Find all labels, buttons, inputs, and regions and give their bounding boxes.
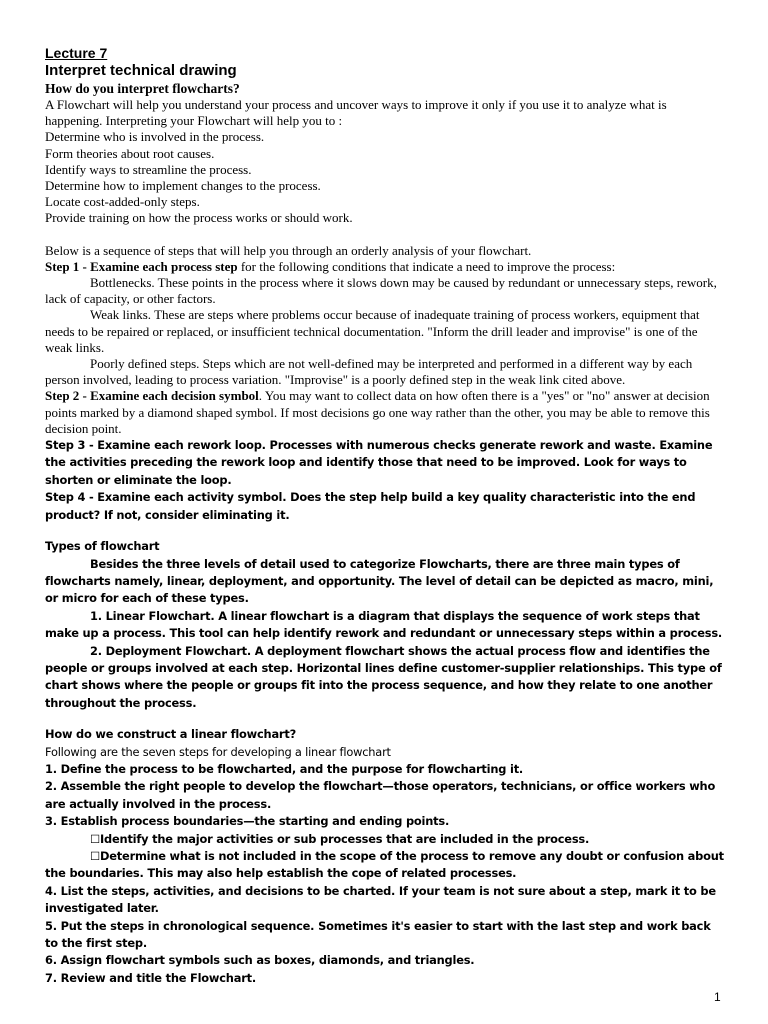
page-number: 1 bbox=[714, 990, 721, 1004]
poorly-defined-paragraph: Poorly defined steps. Steps which are not well-defined may be interpreted and performed in a different way by each person involved, leading to process variation. "Improvise" is a poorly defined step in the weak link cited above. bbox=[45, 356, 693, 388]
list-item: 1. Define the process to be flowcharted, and the purpose for flowcharting it. bbox=[45, 761, 524, 776]
step-2-label: Step 2 - Examine each decision symbol bbox=[45, 388, 259, 404]
types-paragraph: Besides the three levels of detail used to categorize Flowcharts, there are three main types of flowcharts namely, linear, deployment, and opportunity. The level of detail can be depicted as macro, mini, or micro for each of these types. bbox=[45, 556, 714, 606]
list-item: ☐Determine what is not included in the scope of the process to remove any doubt or confusion about the boundaries. This may also help establish the cope of related processes. bbox=[45, 849, 724, 881]
list-item: Determine how to implement changes to the process. bbox=[45, 178, 321, 194]
deployment-flowchart-paragraph: 2. Deployment Flowchart. A deployment flowchart shows the actual process flow and identifies the people or groups involved at each step. Horizontal lines define customer-supplier relationships. This type of chart shows where the people or groups fit into the process sequence, and how they relate to one another throughout the process. bbox=[45, 643, 722, 710]
step-3-label: Step 3 - Examine each rework loop. bbox=[45, 438, 266, 453]
question-heading: How do you interpret flowcharts? bbox=[45, 81, 240, 96]
weak-links-paragraph: Weak links. These are steps where problems occur because of inadequate training of process workers, equipment that needs to be repaired or replaced, or insufficient technical documentation. "Inform the drill leader and improvise" is one of the weak links. bbox=[45, 307, 700, 355]
lecture-title: Lecture 7 bbox=[45, 45, 108, 61]
analysis-section bbox=[45, 243, 725, 437]
list-item: 5. Put the steps in chronological sequence. Sometimes it's easier to start with the last step and work back to the first step. bbox=[45, 918, 711, 951]
step-1-label: Step 1 - Examine each process step bbox=[45, 258, 238, 274]
checkbox-icon: ☐ bbox=[90, 849, 101, 863]
step-1: Step 1 - Examine each process step for the following conditions that indicate a need to improve the process: bbox=[45, 258, 616, 274]
list-item: Provide training on how the process works or should work. bbox=[45, 210, 353, 226]
list-item: 4. List the steps, activities, and decisions to be charted. If your team is not sure about a step, mark it to be investigated later. bbox=[45, 883, 716, 916]
checkbox-icon: ☐ bbox=[90, 831, 101, 846]
list-item: Form theories about root causes. bbox=[45, 145, 215, 161]
step-2: Step 2 - Examine each decision symbol. You may want to collect data on how often there is a "yes" or "no" answer at decision points marked by a diamond shaped symbol. If most decisions go one way rather than the other, you may be able to remove this decision point. bbox=[45, 388, 710, 436]
list-item: Locate cost-added-only steps. bbox=[45, 194, 200, 210]
linear-flowchart-paragraph: 1. Linear Flowchart. A linear flowchart is a diagram that displays the sequence of work steps that make up a process. This tool can help identify rework and redundant or unnecessary steps within a process. bbox=[45, 608, 723, 641]
step-3: Step 3 - Examine each rework loop. Processes with numerous checks generate rework and waste. Examine the activities preceding the rework loop and identify those that need to be improved. Look for ways to shorten or eliminate the loop. bbox=[45, 438, 713, 487]
bullet-list bbox=[45, 129, 725, 226]
analysis-intro: Below is a sequence of steps that will help you through an orderly analysis of your flowchart. bbox=[45, 242, 532, 258]
construct-intro: Following are the seven steps for developing a linear flowchart bbox=[45, 744, 391, 759]
step-4: Step 4 - Examine each activity symbol. Does the step help build a key quality characteristic into the end product? If not, consider eliminating it. bbox=[45, 490, 696, 522]
list-item: 2. Assemble the right people to develop the flowchart—those operators, technicians, or office workers who are actually involved in the process. bbox=[45, 779, 716, 811]
list-item: Determine who is involved in the process. bbox=[45, 129, 265, 145]
list-item: ☐Identify the major activities or sub processes that are included in the process. bbox=[90, 831, 590, 846]
types-heading: Types of flowchart bbox=[45, 539, 160, 554]
deployment-label: 2. Deployment Flowchart. bbox=[90, 643, 251, 658]
list-item: Identify ways to streamline the process. bbox=[45, 161, 252, 177]
intro-paragraph: A Flowchart will help you understand your process and uncover ways to improve it only if you use it to analyze what is happening. Interpreting your Flowchart will help you to : bbox=[45, 97, 667, 129]
bottlenecks-paragraph: Bottlenecks. These points in the process where it slows down may be caused by redundant or unnecessary steps, rework, lack of capacity, or other factors. bbox=[45, 275, 717, 307]
document-page bbox=[45, 44, 725, 987]
linear-label: 1. Linear Flowchart. bbox=[90, 608, 215, 623]
steps-3-4 bbox=[45, 437, 725, 524]
list-item: 6. Assign flowchart symbols such as boxes, diamonds, and triangles. bbox=[45, 953, 475, 968]
list-item: 3. Establish process boundaries—the starting and ending points. bbox=[45, 814, 450, 829]
types-section bbox=[45, 538, 725, 712]
step-4-label: Step 4 - Examine each activity symbol. bbox=[45, 490, 287, 505]
construct-section bbox=[45, 726, 725, 987]
page-subtitle: Interpret technical drawing bbox=[45, 62, 237, 79]
list-item: 7. Review and title the Flowchart. bbox=[45, 970, 256, 985]
construct-heading: How do we construct a linear flowchart? bbox=[45, 727, 296, 742]
